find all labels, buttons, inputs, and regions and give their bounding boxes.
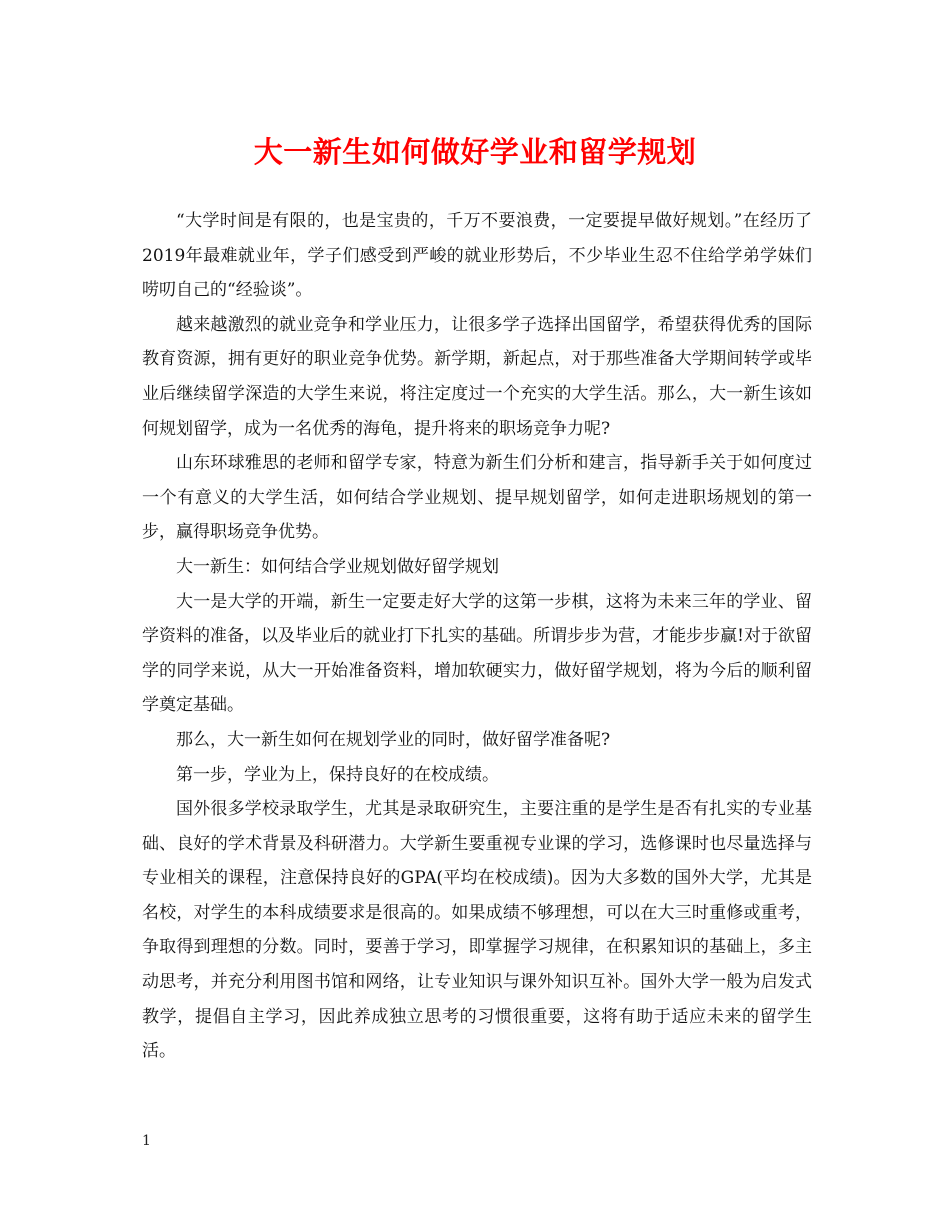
page-number: 1	[142, 1133, 151, 1149]
document-body	[142, 204, 812, 1069]
document-title: 大一新生如何做好学业和留学规划	[253, 135, 697, 169]
paragraph-5: 大一是大学的开端，新生一定要走好大学的这第一步棋，这将为未来三年的学业、留学资料的准备，以及毕业后的就业打下扎实的基础。所谓步步为营，才能步步赢!对于欲留学的同学来说，从大一开始准备资料，增加软硬实力，做好留学规划，将为今后的顺利留学奠定基础。	[142, 591, 812, 716]
paragraph-2: 越来越激烈的就业竞争和学业压力，让很多学子选择出国留学，希望获得优秀的国际教育资源，拥有更好的职业竞争优势。新学期，新起点，对于那些准备大学期间转学或毕业后继续留学深造的大学生来说，将注定度过一个充实的大学生活。那么，大一新生该如何规划留学，成为一名优秀的海龟，提升将来的职场竞争力呢?	[142, 314, 812, 439]
paragraph-1: “大学时间是有限的，也是宝贵的，千万不要浪费，一定要提早做好规划。”在经历了2019年最难就业年，学子们感受到严峻的就业形势后，不少毕业生忍不住给学弟学妹们唠叨自己的“经验谈”。	[142, 211, 812, 301]
paragraph-3: 山东环球雅思的老师和留学专家，特意为新生们分析和建言，指导新手关于如何度过一个有意义的大学生活，如何结合学业规划、提早规划留学，如何走进职场规划的第一步，赢得职场竞争优势。	[142, 453, 812, 543]
paragraph-6: 那么，大一新生如何在规划学业的同时，做好留学准备呢?	[176, 729, 611, 750]
paragraph-8: 国外很多学校录取学生，尤其是录取研究生，主要注重的是学生是否有扎实的专业基础、良好的学术背景及科研潜力。大学新生要重视专业课的学习，选修课时也尽量选择与专业相关的课程，注意保持良好的GPA(平均在校成绩)。因为大多数的国外大学，尤其是名校，对学生的本科成绩要求是很高的。如果成绩不够理想，可以在大三时重修或重考，争取得到理想的分数。同时，要善于学习，即掌握学习规律，在积累知识的基础上，多主动思考，并充分利用图书馆和网络，让专业知识与课外知识互补。国外大学一般为启发式教学，提倡自主学习，因此养成独立思考的习惯很重要，这将有助于适应未来的留学生活。	[142, 799, 812, 1062]
step-heading: 第一步，学业为上，保持良好的在校成绩。	[176, 764, 499, 785]
section-heading: 大一新生：如何结合学业规划做好留学规划	[176, 556, 499, 577]
